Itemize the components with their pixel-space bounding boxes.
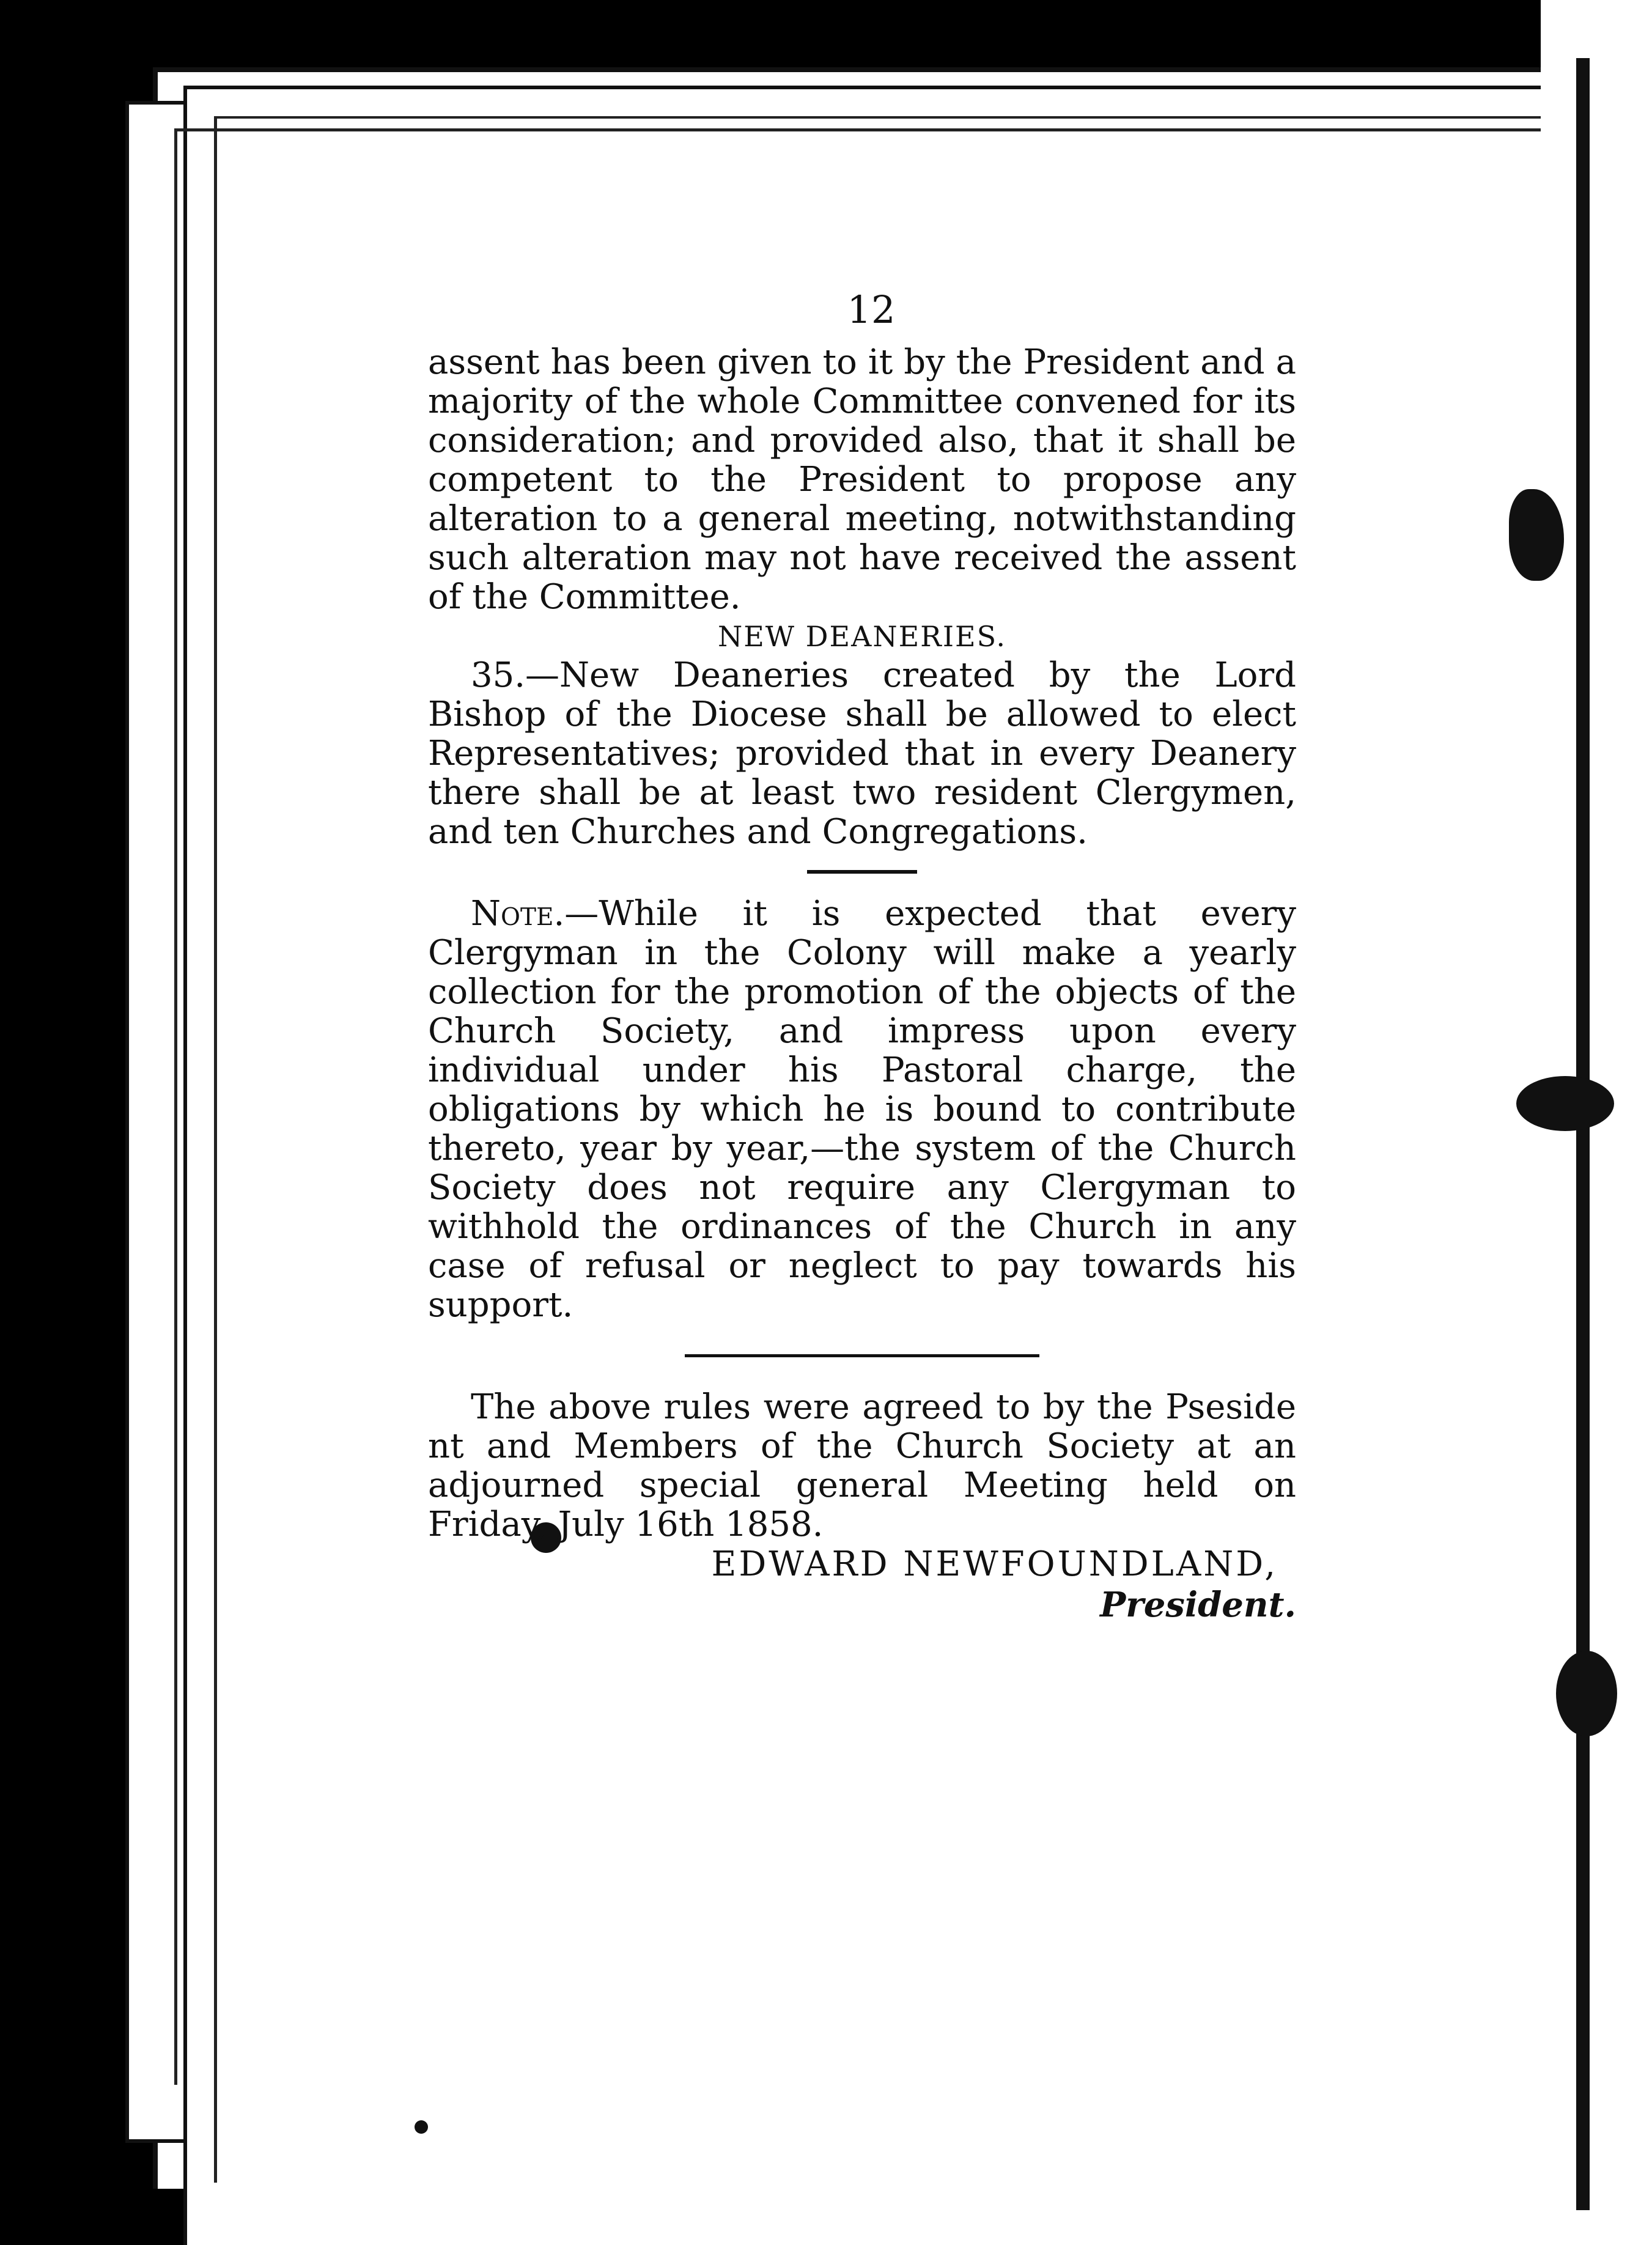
closing-paragraph bbox=[428, 1388, 1296, 1544]
note-text: —While it is expected that every Clergyman in the Colony will make a yearly collection for the promotion of the objects of the Church Society, and impress upon every individual under his Pastoral charge, the obligations by which he is bound to contribute thereto, year by year,—the system of the Church Society does not require any Clergyman to withhold the ordinances of the Church in any case of refusal or neglect to pay towards his support. bbox=[428, 894, 1296, 1325]
closing-text: The above rules were agreed to by the Pseside​nt and Members of the Church Society at an adjourned special general Meeting held on Friday, July 16th 1858. bbox=[428, 1387, 1296, 1544]
page-text bbox=[428, 287, 1296, 1625]
binding-stitch bbox=[1516, 1076, 1614, 1131]
closing-divider bbox=[685, 1354, 1039, 1357]
signature-name: EDWARD NEWFOUNDLAND, bbox=[711, 1544, 1278, 1584]
article-35-text: 35.—New Deaneries created by the Lord Bishop of the Diocese shall be allowed to elect Representatives; provided that in every Deanery there shall be at least two resident Clergymen, and ten Churches and Congregations. bbox=[428, 655, 1296, 852]
binding-stitch bbox=[1556, 1651, 1617, 1736]
signature-title: President. bbox=[1100, 1585, 1296, 1625]
continuation-paragraph: assent has been given to it by the President and a majority of the whole Committee convened for its consideration; and provided also, that it shall be competent to the President to propose any alteration to a general meeting, notwithstanding such alteration may not have received the assent of the Committee. bbox=[428, 342, 1296, 617]
binding-spine bbox=[1576, 58, 1590, 2210]
note-label: Note. bbox=[471, 894, 565, 934]
page-edge-line bbox=[174, 128, 177, 2085]
article-35 bbox=[428, 656, 1296, 852]
section-heading: NEW DEANERIES. bbox=[717, 620, 1007, 653]
page-edge-line bbox=[214, 116, 217, 2183]
ink-blot bbox=[415, 2120, 428, 2134]
page-edge-line bbox=[217, 116, 1544, 119]
note-paragraph bbox=[428, 894, 1296, 1325]
section-divider bbox=[807, 870, 917, 874]
page-number: 12 bbox=[847, 287, 896, 332]
page-edge-line bbox=[177, 128, 1547, 131]
